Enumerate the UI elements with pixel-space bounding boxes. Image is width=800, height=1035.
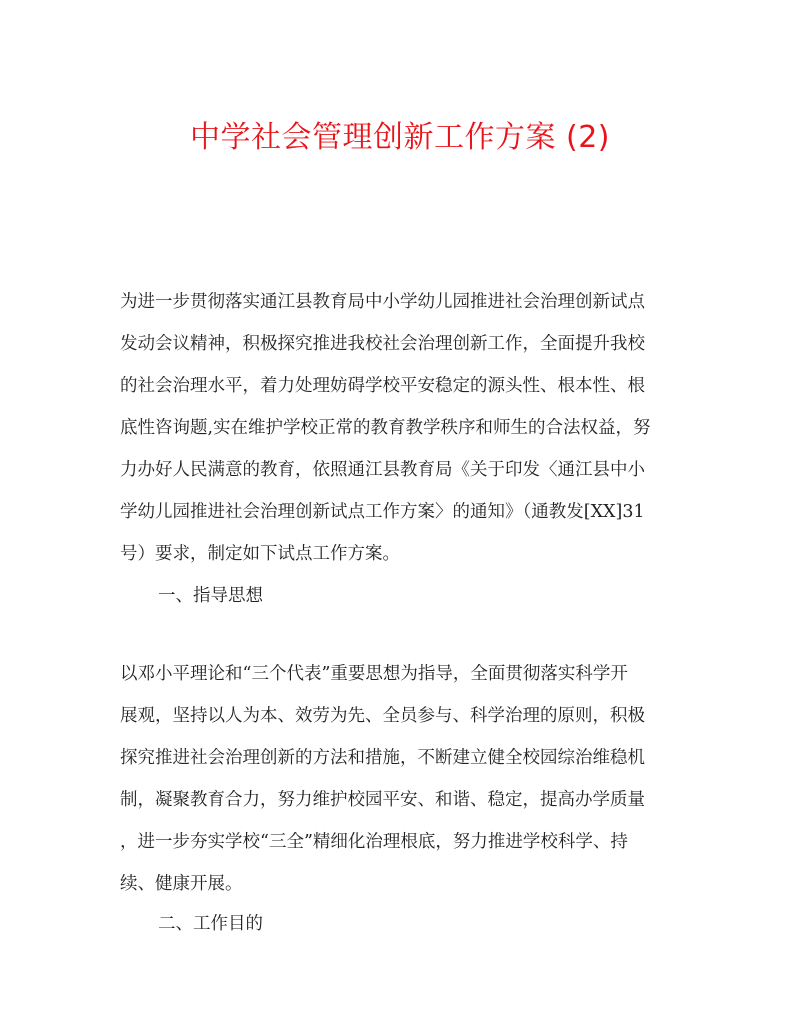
paragraph-2-line: 续、健康开展。 — [120, 874, 243, 894]
document-title: 中学社会管理创新工作方案 (2) — [189, 120, 611, 155]
paragraph-2-line: 探究推进社会治理创新的方法和措施，不断建立健全校园综治维稳机 — [120, 748, 645, 768]
paragraph-1-line: 的社会治理水平，着力处理妨碍学校平安稳定的源头性、根本性、根 — [120, 376, 645, 396]
paragraph-2-line: ，进一步夯实学校“三全”精细化治理根底，努力推进学校科学、持 — [120, 832, 628, 852]
paragraph-1-line: 发动会议精神，积极探究推进我校社会治理创新工作，全面提升我校 — [120, 334, 645, 354]
paragraph-2-line: 展观，坚持以人为本、效劳为先、全员参与、科学治理的原则，积极 — [120, 706, 645, 726]
paragraph-1-line: 为进一步贯彻落实通江县教育局中小学幼儿园推进社会治理创新试点 — [120, 292, 645, 312]
paragraph-1-line: 力办好人民满意的教育，依照通江县教育局《关于印发〈通江县中小 — [120, 460, 645, 480]
paragraph-2-line: 以邓小平理论和“三个代表”重要思想为指导，全面贯彻落实科学开 — [120, 664, 628, 684]
section-heading-2: 二、工作目的 — [158, 914, 263, 934]
section-heading-1: 一、指导思想 — [158, 586, 263, 606]
paragraph-1-line: 号）要求，制定如下试点工作方案。 — [120, 544, 400, 564]
paragraph-1-line: 学幼儿园推进社会治理创新试点工作方案〉的通知》（通教发[XX]31 — [120, 502, 645, 522]
paragraph-1-line: 底性咨询题,实在维护学校正常的教育教学秩序和师生的合法权益，努 — [120, 418, 651, 438]
paragraph-2-line: 制，凝聚教育合力，努力维护校园平安、和谐、稳定，提高办学质量 — [120, 790, 645, 810]
